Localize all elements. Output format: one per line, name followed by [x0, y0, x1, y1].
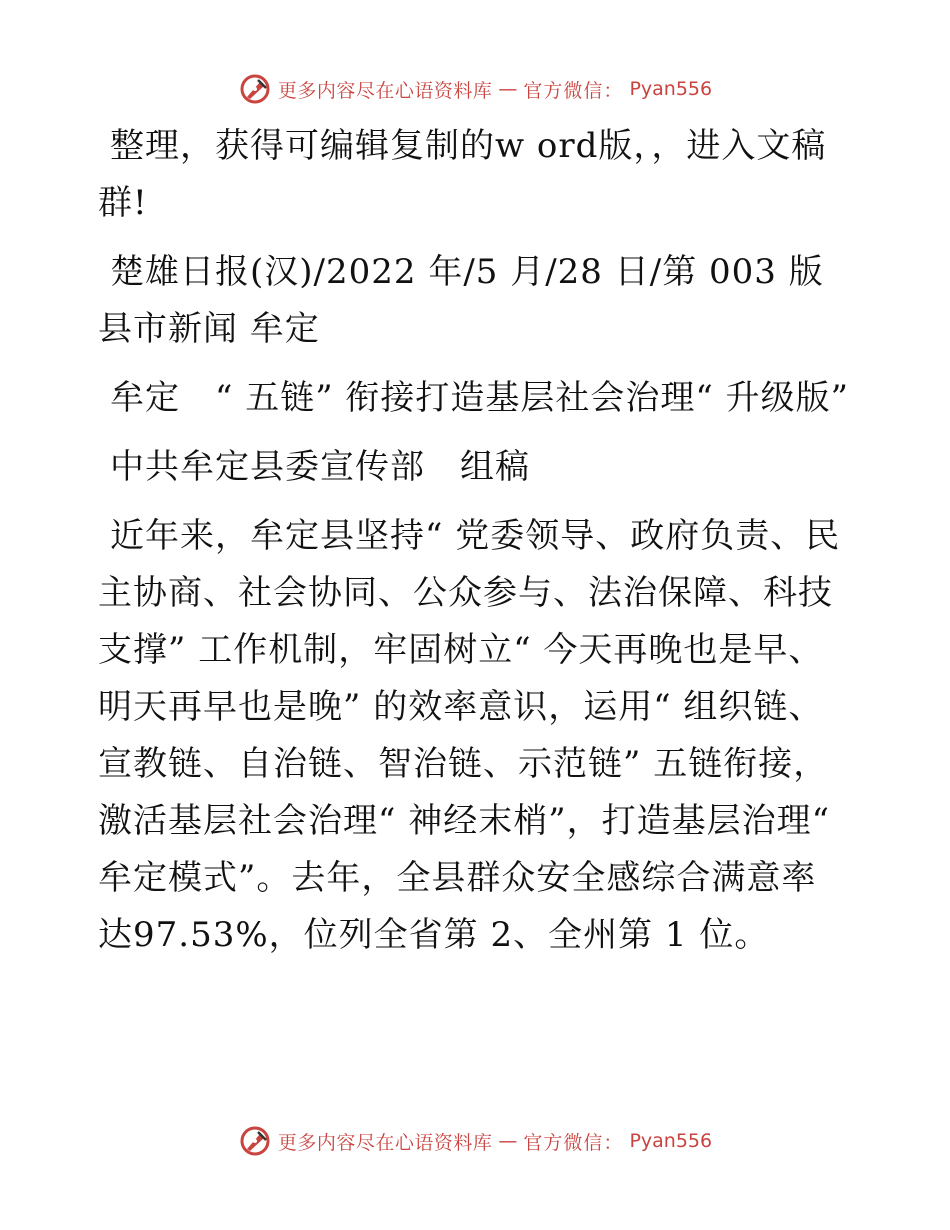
watermark-wechat-label: 官方微信： [523, 1131, 624, 1154]
watermark-dash: — [498, 1130, 518, 1152]
watermark-site-text: 更多内容尽在心语资料库 [277, 79, 493, 102]
pen-nib-circle-icon [238, 72, 272, 106]
watermark-wechat-id: Pyan556 [629, 78, 713, 100]
paragraph-intro: 整理，获得可编辑复制的w ord版，，进入文稿群! [98, 126, 827, 223]
pen-nib-circle-icon [238, 1124, 272, 1158]
watermark-site-text: 更多内容尽在心语资料库 [277, 1131, 493, 1154]
document-body [98, 118, 850, 976]
article-body-paragraph: 近年来，牟定县坚持“ 党委领导、政府负责、民主协商、社会协同、公众参与、法治保障、科技支撑” 工作机制，牢固树立“ 今天再晚也是早、明天再早也是晚” 的效率意识，运用“ 组织链、宣教链、自治链、智治链、示范链” 五链衔接，激活基层社会治理“ 神经末梢”，打造基层治理“ 牟定模式”。去年，全县群众安全感综合满意率达97.53%，位列全省第 2、全州第 1 位。 [98, 516, 841, 955]
article-title: 牟定 “ 五链” 衔接打造基层社会治理“ 升级版” [110, 378, 849, 418]
footer-watermark [0, 1124, 950, 1158]
article-byline: 中共牟定县委宣传部 组稿 [110, 447, 530, 487]
header-watermark [0, 72, 950, 106]
watermark-wechat-label: 官方微信： [523, 79, 624, 102]
watermark-wechat-id: Pyan556 [629, 1130, 713, 1152]
watermark-dash: — [498, 78, 518, 100]
paragraph-source: 楚雄日报(汉)/2022 年/5 月/28 日/第 003 版县市新闻 牟定 [98, 252, 824, 349]
